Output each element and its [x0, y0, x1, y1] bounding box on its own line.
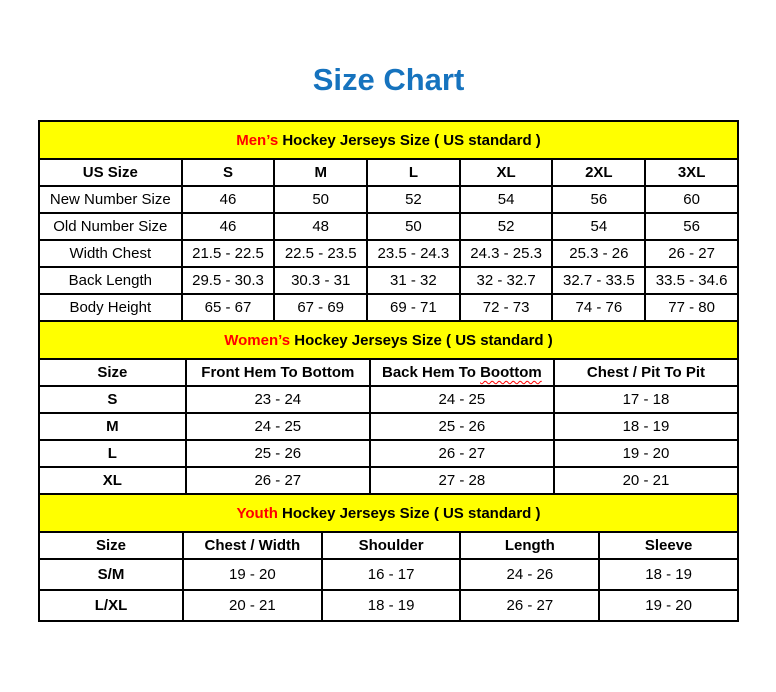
value-cell: 65 - 67: [182, 294, 275, 321]
column-header-cell: Shoulder: [322, 532, 461, 559]
column-header-cell: 2XL: [552, 159, 645, 186]
section-band-highlight: Men’s: [236, 131, 279, 149]
value-cell: 18 - 19: [599, 559, 738, 590]
column-header-row: [39, 532, 738, 559]
value-cell: 56: [552, 186, 645, 213]
value-cell: 20 - 21: [183, 590, 322, 621]
section-band-highlight: Women’s: [224, 331, 291, 349]
value-cell: 25 - 26: [370, 413, 554, 440]
value-cell: 26 - 27: [460, 590, 599, 621]
value-cell: 21.5 - 22.5: [182, 240, 275, 267]
size-table-womens: [38, 320, 739, 495]
column-header-cell: [370, 359, 554, 386]
table-row: [39, 294, 738, 321]
value-cell: 54: [552, 213, 645, 240]
size-table-youth: [38, 493, 739, 622]
column-header-row: [39, 359, 738, 386]
value-cell: 25 - 26: [186, 440, 370, 467]
row-label-cell: L: [39, 440, 186, 467]
page-title: Size Chart: [312, 62, 465, 97]
value-cell: 27 - 28: [370, 467, 554, 494]
section-band-mens: [39, 121, 738, 159]
column-header-cell: Sleeve: [599, 532, 738, 559]
table-row: [39, 386, 738, 413]
row-label-cell: Back Length: [39, 267, 182, 294]
table-row: [39, 186, 738, 213]
value-cell: 29.5 - 30.3: [182, 267, 275, 294]
column-header-text: Back Hem To: [382, 364, 481, 381]
table-row: [39, 267, 738, 294]
value-cell: 67 - 69: [274, 294, 367, 321]
column-header-cell: US Size: [39, 159, 182, 186]
table-row: [39, 467, 738, 494]
row-label-cell: XL: [39, 467, 186, 494]
size-table-mens: [38, 120, 739, 322]
table-row: [39, 559, 738, 590]
size-chart-tables: [38, 120, 739, 622]
value-cell: 23.5 - 24.3: [367, 240, 460, 267]
value-cell: 19 - 20: [183, 559, 322, 590]
row-label-cell: M: [39, 413, 186, 440]
value-cell: 24 - 25: [186, 413, 370, 440]
value-cell: 32.7 - 33.5: [552, 267, 645, 294]
value-cell: 52: [367, 186, 460, 213]
column-header-row: [39, 159, 738, 186]
value-cell: 48: [274, 213, 367, 240]
misspelled-word: Boottom: [480, 364, 542, 381]
value-cell: 50: [367, 213, 460, 240]
value-cell: 17 - 18: [554, 386, 738, 413]
column-header-cell: Front Hem To Bottom: [186, 359, 370, 386]
section-band-text: Hockey Jerseys Size ( US standard ): [278, 131, 541, 149]
value-cell: 46: [182, 186, 275, 213]
value-cell: 77 - 80: [645, 294, 738, 321]
value-cell: 26 - 27: [370, 440, 554, 467]
value-cell: 25.3 - 26: [552, 240, 645, 267]
value-cell: 31 - 32: [367, 267, 460, 294]
table-row: [39, 590, 738, 621]
row-label-cell: Body Height: [39, 294, 182, 321]
column-header-cell: Length: [460, 532, 599, 559]
section-band-womens: [39, 321, 738, 359]
section-band-row: [39, 494, 738, 532]
value-cell: 19 - 20: [554, 440, 738, 467]
value-cell: 23 - 24: [186, 386, 370, 413]
row-label-cell: New Number Size: [39, 186, 182, 213]
row-label-cell: Old Number Size: [39, 213, 182, 240]
value-cell: 24 - 25: [370, 386, 554, 413]
value-cell: 52: [460, 213, 553, 240]
section-band-text: Hockey Jerseys Size ( US standard ): [290, 331, 553, 349]
value-cell: 72 - 73: [460, 294, 553, 321]
section-band-row: [39, 121, 738, 159]
value-cell: 18 - 19: [554, 413, 738, 440]
table-row: [39, 413, 738, 440]
value-cell: 30.3 - 31: [274, 267, 367, 294]
section-band-row: [39, 321, 738, 359]
column-header-cell: XL: [460, 159, 553, 186]
table-row: [39, 213, 738, 240]
value-cell: 56: [645, 213, 738, 240]
value-cell: 60: [645, 186, 738, 213]
column-header-cell: M: [274, 159, 367, 186]
value-cell: 54: [460, 186, 553, 213]
row-label-cell: L/XL: [39, 590, 183, 621]
section-band-highlight: Youth: [236, 504, 278, 522]
row-label-cell: S: [39, 386, 186, 413]
value-cell: 74 - 76: [552, 294, 645, 321]
value-cell: 16 - 17: [322, 559, 461, 590]
column-header-cell: Size: [39, 359, 186, 386]
value-cell: 26 - 27: [186, 467, 370, 494]
value-cell: 33.5 - 34.6: [645, 267, 738, 294]
section-band-youth: [39, 494, 738, 532]
column-header-cell: Size: [39, 532, 183, 559]
value-cell: 18 - 19: [322, 590, 461, 621]
table-row: [39, 240, 738, 267]
value-cell: 19 - 20: [599, 590, 738, 621]
column-header-cell: Chest / Pit To Pit: [554, 359, 738, 386]
column-header-cell: L: [367, 159, 460, 186]
value-cell: 32 - 32.7: [460, 267, 553, 294]
column-header-cell: Chest / Width: [183, 532, 322, 559]
column-header-cell: S: [182, 159, 275, 186]
table-row: [39, 440, 738, 467]
value-cell: 50: [274, 186, 367, 213]
column-header-cell: 3XL: [645, 159, 738, 186]
value-cell: 24.3 - 25.3: [460, 240, 553, 267]
value-cell: 20 - 21: [554, 467, 738, 494]
value-cell: 46: [182, 213, 275, 240]
row-label-cell: Width Chest: [39, 240, 182, 267]
value-cell: 26 - 27: [645, 240, 738, 267]
value-cell: 69 - 71: [367, 294, 460, 321]
value-cell: 24 - 26: [460, 559, 599, 590]
row-label-cell: S/M: [39, 559, 183, 590]
section-band-text: Hockey Jerseys Size ( US standard ): [277, 504, 541, 522]
value-cell: 22.5 - 23.5: [274, 240, 367, 267]
